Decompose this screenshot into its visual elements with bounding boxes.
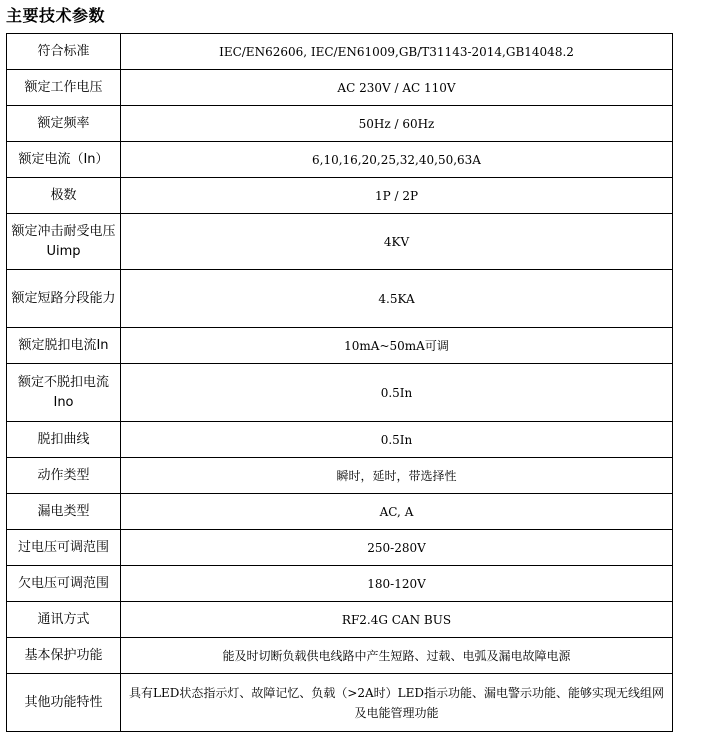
row-value: 50Hz / 60Hz <box>121 106 673 142</box>
row-label: 基本保护功能 <box>7 638 121 674</box>
table-row <box>7 270 673 328</box>
row-value: 250-280V <box>121 530 673 566</box>
row-value: 0.5In <box>121 422 673 458</box>
row-label: 额定不脱扣电流Ino <box>7 364 121 422</box>
table-row <box>7 214 673 270</box>
table-row <box>7 530 673 566</box>
row-label: 动作类型 <box>7 458 121 494</box>
row-label: 符合标准 <box>7 34 121 70</box>
table-row <box>7 34 673 70</box>
spec-table <box>6 33 673 732</box>
row-label: 额定工作电压 <box>7 70 121 106</box>
row-value: AC 230V / AC 110V <box>121 70 673 106</box>
row-label: 欠电压可调范围 <box>7 566 121 602</box>
row-label: 额定短路分段能力 <box>7 270 121 328</box>
row-value: 6,10,16,20,25,32,40,50,63A <box>121 142 673 178</box>
table-row <box>7 178 673 214</box>
row-value: 10mA~50mA可调 <box>121 328 673 364</box>
table-row <box>7 422 673 458</box>
page-title: 主要技术参数 <box>6 6 106 25</box>
row-label: 通讯方式 <box>7 602 121 638</box>
row-value: 瞬时，延时，带选择性 <box>121 458 673 494</box>
row-label: 额定冲击耐受电压Uimp <box>7 214 121 270</box>
table-row <box>7 674 673 732</box>
row-label: 过电压可调范围 <box>7 530 121 566</box>
row-value: 1P / 2P <box>121 178 673 214</box>
row-value: RF2.4G CAN BUS <box>121 602 673 638</box>
row-value: 能及时切断负载供电线路中产生短路、过载、电弧及漏电故障电源 <box>121 638 673 674</box>
row-label: 其他功能特性 <box>7 674 121 732</box>
row-value: 0.5In <box>121 364 673 422</box>
row-label: 额定电流（In） <box>7 142 121 178</box>
table-row <box>7 328 673 364</box>
table-row <box>7 494 673 530</box>
row-value: 180-120V <box>121 566 673 602</box>
row-label: 额定脱扣电流In <box>7 328 121 364</box>
row-label: 额定频率 <box>7 106 121 142</box>
table-row <box>7 70 673 106</box>
table-row <box>7 142 673 178</box>
row-label: 极数 <box>7 178 121 214</box>
table-row <box>7 638 673 674</box>
row-value: IEC/EN62606, IEC/EN61009,GB/T31143-2014,GB14048.2 <box>121 34 673 70</box>
table-row <box>7 458 673 494</box>
table-row <box>7 602 673 638</box>
table-row <box>7 566 673 602</box>
row-value: AC, A <box>121 494 673 530</box>
table-row <box>7 364 673 422</box>
row-label: 漏电类型 <box>7 494 121 530</box>
row-value: 4KV <box>121 214 673 270</box>
row-label: 脱扣曲线 <box>7 422 121 458</box>
row-value: 具有LED状态指示灯、故障记忆、负载（>2A时）LED指示功能、漏电警示功能、能够实现无线组网及电能管理功能 <box>121 674 673 732</box>
row-value: 4.5KA <box>121 270 673 328</box>
table-row <box>7 106 673 142</box>
